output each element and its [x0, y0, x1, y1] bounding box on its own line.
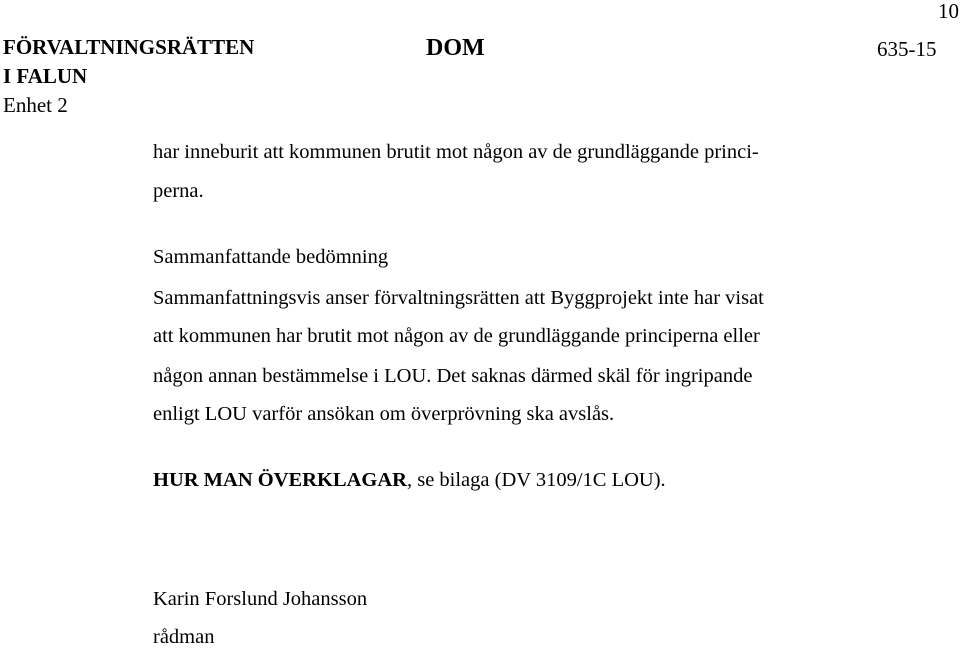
appeal-heading: HUR MAN ÖVERKLAGAR [153, 469, 407, 491]
appeal-reference: , se bilaga (DV 3109/1C LOU). [406, 469, 666, 491]
document-type: DOM [426, 35, 485, 61]
signature-name: Karin Forslund Johansson [153, 588, 368, 610]
section-heading: Sammanfattande bedömning [153, 246, 389, 268]
court-block [3, 33, 254, 120]
court-name-line1: FÖRVALTNINGSRÄTTEN [3, 35, 255, 59]
paragraph-line: perna. [153, 180, 204, 202]
summary-line: att kommunen har brutit mot någon av de grundläggande principerna eller [153, 325, 760, 347]
case-number: 635-15 [877, 37, 937, 61]
summary-line: Sammanfattningsvis anser förvaltningsrätten att Byggprojekt inte har visat [153, 287, 764, 309]
paragraph-line: har inneburit att kommunen brutit mot någon av de grundläggande princi- [153, 141, 759, 163]
page-number: 10 [938, 0, 959, 23]
court-unit: Enhet 2 [3, 93, 68, 117]
signature-title: rådman [153, 626, 215, 648]
appeal-instructions [153, 467, 666, 493]
court-name-line2: I FALUN [3, 64, 88, 88]
summary-line: enligt LOU varför ansökan om överprövning ska avslås. [153, 403, 615, 425]
summary-line: någon annan bestämmelse i LOU. Det saknas därmed skäl för ingripande [153, 365, 753, 387]
